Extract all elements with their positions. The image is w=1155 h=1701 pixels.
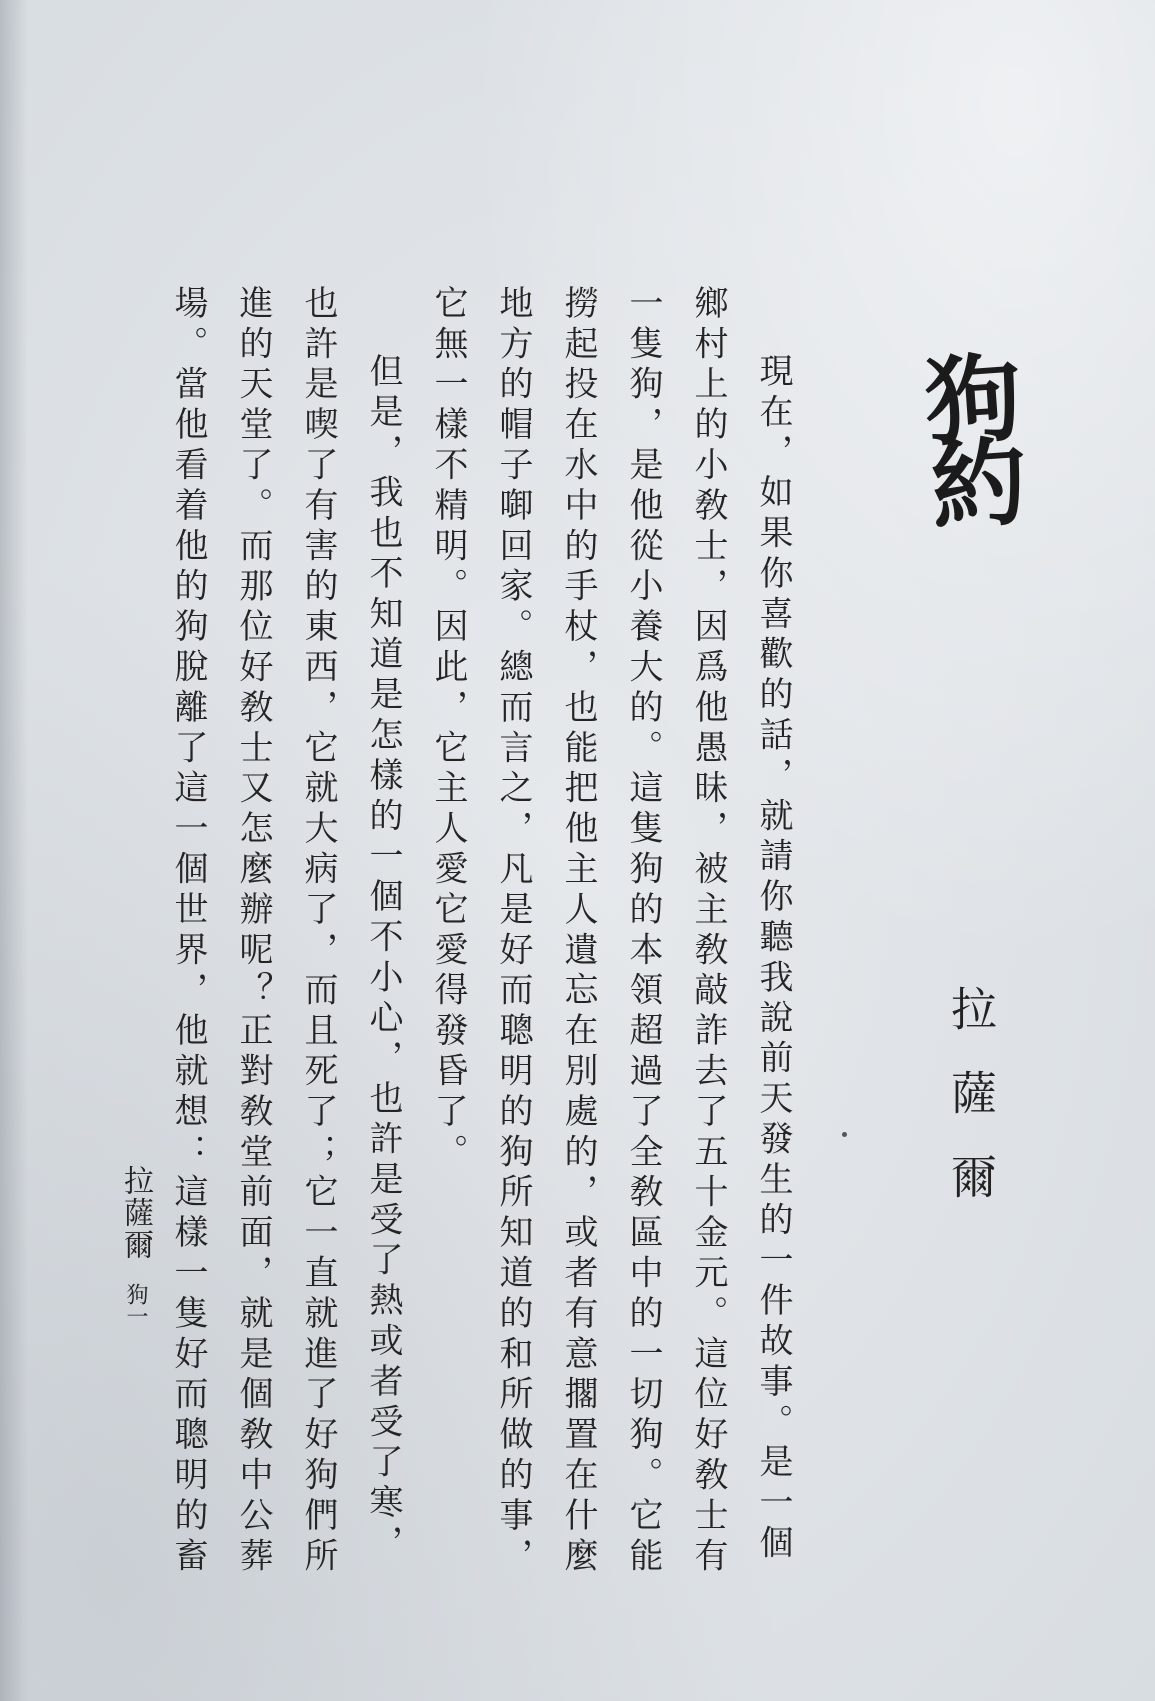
paragraph-2: 但是，我也不知道是怎樣的一個不小心，也許是受了熱或者受了寒，也許是喫了有害的東西，它就大病了，而且死了；它一直就進了好狗們所進的天堂了。而那位好敎士又怎麼辦呢？正對敎堂前面，就是個敎中公葬場。當他看着他的狗脫離了這一個世界，他就想：這樣一隻好而聰明的畜 (168, 285, 403, 1578)
ink-speck (842, 1132, 847, 1137)
body-text (168, 285, 805, 1585)
paragraph-1: 現在，如果你喜歡的話，就請你聽我說前天發生的一件故事。是一個鄉村上的小敎士，因爲他愚昧，被主敎敲詐去了五十金元。這位好敎士有一隻狗，是他從小養大的。這隻狗的本領超過了全敎區中的一切狗。它能撈起投在水中的手杖，也能把他主人遺忘在別處的，或者有意擱置在什麼地方的帽子啣回家。總而言之，凡是好而聰明的狗所知道的和所做的事，它無一樣不精明。因此，它主人愛它愛得發昏了。 (428, 285, 793, 1578)
author-byline: 拉薩爾 (944, 985, 998, 1237)
running-footer (115, 1165, 155, 1355)
footer-chapter: 狗 (123, 1283, 148, 1305)
footer-author: 拉薩爾 (118, 1165, 153, 1261)
footer-spacer (135, 1261, 136, 1283)
page-fold-shadow (0, 0, 28, 1701)
page-title: 狗約 (906, 346, 1031, 522)
page-number: 一 (123, 1305, 148, 1327)
